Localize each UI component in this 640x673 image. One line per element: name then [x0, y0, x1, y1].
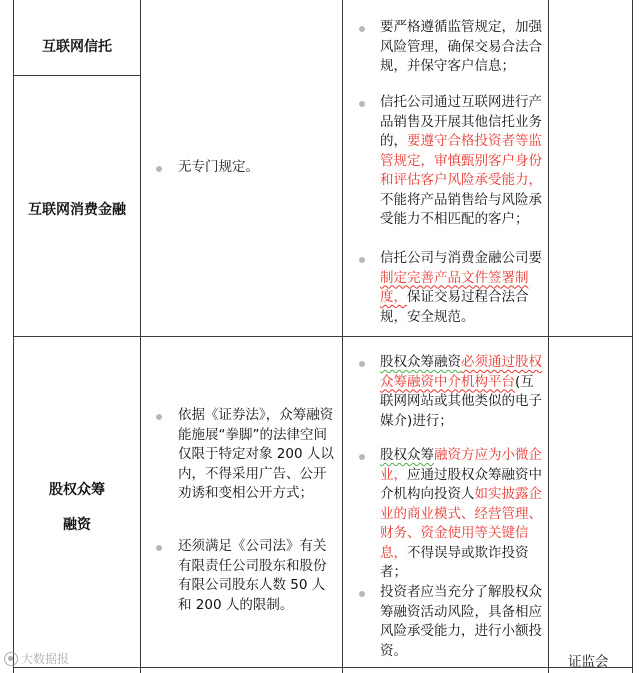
rule-text: 信托公司与消费金融公司要 — [380, 250, 542, 266]
watermark-text: 大数据报 — [21, 652, 70, 666]
bullet-icon — [156, 166, 162, 172]
rule-crowdfunding-disclosure — [380, 446, 542, 583]
rule-text: 股权众筹融资 — [380, 354, 461, 370]
category-internet-consumer-finance: 互联网消费金融 — [28, 202, 126, 218]
bullet-icon — [359, 361, 365, 367]
grid-line — [13, 667, 633, 668]
watermark — [4, 650, 69, 667]
bullet-icon — [359, 257, 365, 263]
bullet-icon — [359, 591, 365, 597]
category-internet-trust: 互联网信托 — [42, 39, 112, 55]
wechat-logo-icon — [4, 652, 18, 666]
bullet-icon — [156, 414, 162, 420]
bullet-icon — [156, 545, 162, 551]
rule-text: 不得误导或欺诈投资者； — [380, 544, 529, 580]
rule-highlight: 如实披露企业的商业模式、经营管理、财务、资金使用等关键信息， — [380, 486, 542, 561]
grid-line — [13, 336, 633, 337]
rule-text: 要严格遵循监管规定，加强风险管理，确保交易合法合规，并保守客户信息； — [380, 19, 542, 74]
rule-crowdfunding-platform — [380, 353, 542, 431]
rule-text: 投资者应当充分了解股权众筹融资活动风险，具备相应风险承受能力，进行小额投资。 — [380, 584, 542, 659]
rule-highlight: 要遵守合格投资者等监管规定，审慎甄别客户身份和评估客户风险承受能力， — [380, 133, 542, 188]
rule-highlight: 融资方应为小微企业， — [380, 447, 542, 483]
category-equity-crowdfunding-financing: 融资 — [63, 517, 91, 533]
rule-text: 股权众筹 — [380, 447, 434, 463]
bullet-icon — [359, 101, 365, 107]
rule-investor-risk — [380, 583, 542, 661]
rule-text: 应通过股权众筹融资中介机构向投资人 — [380, 466, 542, 502]
rule-text: (互联网网站或其他类似的电子媒介)进行； — [380, 373, 542, 429]
bullet-icon — [359, 26, 365, 32]
content-no-rules: 无专门规定。 — [178, 159, 259, 175]
rule-text: 不能将产品销售给与风险承受能力不相匹配的客户； — [380, 191, 542, 227]
rule-highlight: 制定完善产品文件签署制度， — [380, 269, 529, 305]
rule-trust-documents — [380, 249, 542, 327]
content-securities-law: 依据《证券法》，众筹融资能施展“拳脚”的法律空间仅限于特定对象 200 人以内，不得采用广告、公开劝诱和变相公开方式； — [178, 407, 334, 501]
rule-text: 保证交易过程合法合规，安全规范。 — [380, 289, 529, 325]
category-equity-crowdfunding: 股权众筹 — [49, 482, 105, 498]
regulator-label: 证监会 — [568, 654, 609, 670]
rule-trust-compliance — [380, 18, 542, 77]
bullet-icon — [359, 454, 365, 460]
rule-highlight: 必须通过股权众筹融资中介机构平台 — [380, 354, 542, 390]
rule-text: 信托公司通过互联网进行产品销售及开展其他信托业务的， — [380, 94, 542, 149]
content-company-law: 还须满足《公司法》有关有限责任公司股东和股份有限公司股东人数 50 人和 200 人的限制。 — [178, 538, 327, 613]
rule-trust-internet-sales — [380, 93, 542, 230]
grid-line — [13, 75, 141, 76]
